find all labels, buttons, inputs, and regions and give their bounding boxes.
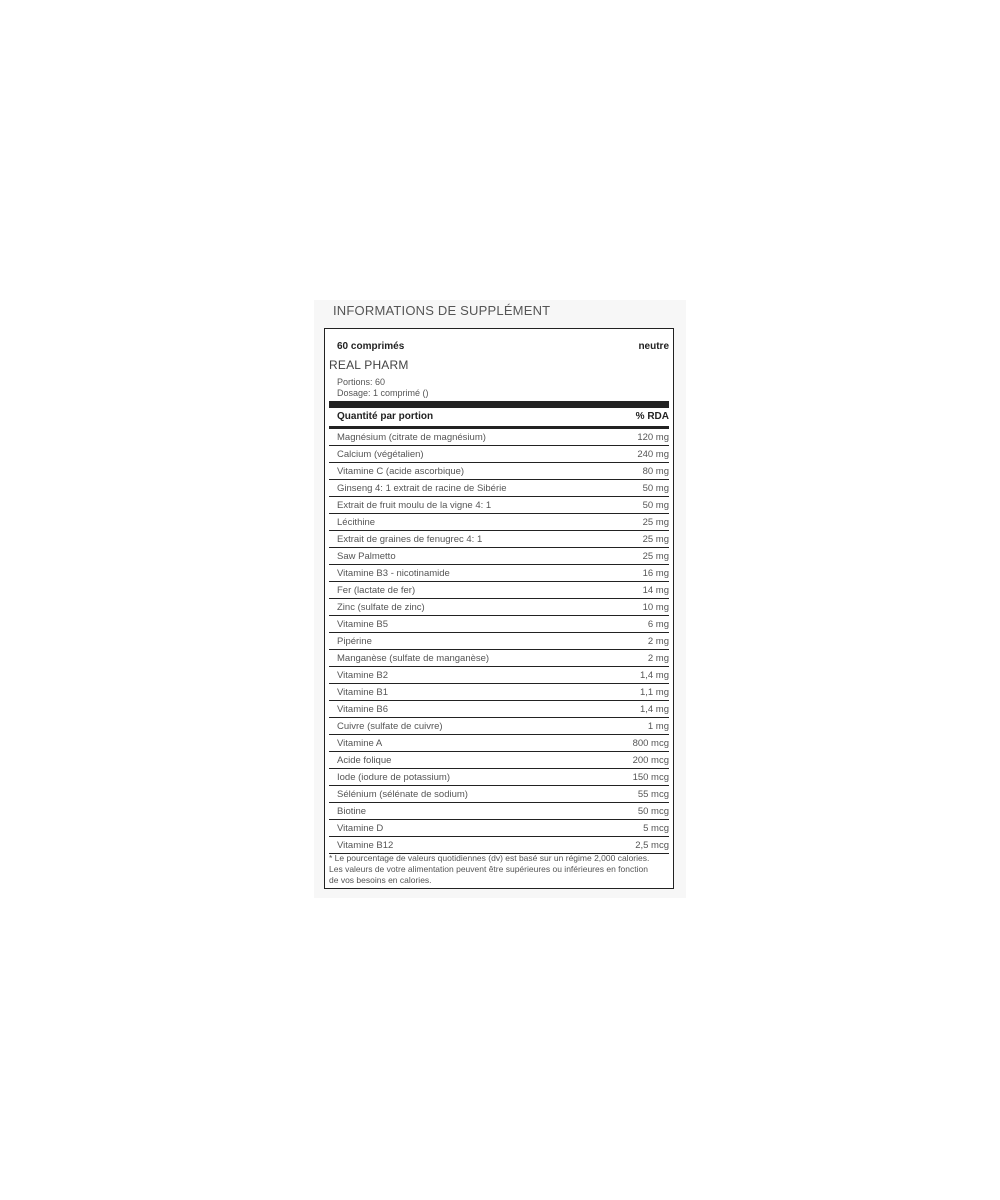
ingredient-amount: 1,1 mg xyxy=(639,686,669,698)
ingredient-name: Calcium (végétalien) xyxy=(337,448,424,460)
supplement-facts-label xyxy=(324,328,674,889)
ingredient-name: Zinc (sulfate de zinc) xyxy=(337,601,425,613)
table-row xyxy=(329,837,669,854)
table-row xyxy=(329,429,669,446)
ingredient-name: Vitamine B6 xyxy=(337,703,389,715)
table-header xyxy=(337,411,669,422)
ingredient-amount: 2,5 mcg xyxy=(635,839,669,851)
servings: Portions: 60 xyxy=(337,377,386,387)
ingredient-table xyxy=(329,429,669,854)
ingredient-name: Vitamine B1 xyxy=(337,686,389,698)
divider-bar xyxy=(329,401,669,408)
table-row xyxy=(329,633,669,650)
ingredient-name: Saw Palmetto xyxy=(337,550,396,562)
serving-info xyxy=(337,377,429,399)
ingredient-amount: 50 mg xyxy=(642,499,669,511)
ingredient-name: Sélénium (sélénate de sodium) xyxy=(337,788,468,800)
header-rda: % RDA xyxy=(635,411,669,422)
ingredient-name: Vitamine A xyxy=(337,737,383,749)
ingredient-name: Extrait de graines de fenugrec 4: 1 xyxy=(337,533,483,545)
table-row xyxy=(329,803,669,820)
ingredient-name: Vitamine D xyxy=(337,822,384,834)
ingredient-amount: 25 mg xyxy=(642,550,669,562)
table-row xyxy=(329,616,669,633)
ingredient-amount: 6 mg xyxy=(647,618,669,630)
ingredient-amount: 10 mg xyxy=(642,601,669,613)
ingredient-amount: 50 mg xyxy=(642,482,669,494)
table-row xyxy=(329,701,669,718)
ingredient-name: Cuivre (sulfate de cuivre) xyxy=(337,720,443,732)
ingredient-amount: 55 mcg xyxy=(637,788,669,800)
table-row xyxy=(329,667,669,684)
ingredient-name: Vitamine B3 - nicotinamide xyxy=(337,567,450,579)
table-row xyxy=(329,514,669,531)
ingredient-amount: 16 mg xyxy=(642,567,669,579)
ingredient-name: Manganèse (sulfate de manganèse) xyxy=(337,652,490,664)
ingredient-name: Fer (lactate de fer) xyxy=(337,584,416,596)
ingredient-name: Iode (iodure de potassium) xyxy=(337,771,451,783)
table-row xyxy=(329,769,669,786)
ingredient-amount: 1 mg xyxy=(647,720,669,732)
ingredient-amount: 150 mcg xyxy=(632,771,669,783)
product-name: 60 comprimés xyxy=(337,341,405,352)
ingredient-amount: 80 mg xyxy=(642,465,669,477)
table-row xyxy=(329,565,669,582)
table-row xyxy=(329,735,669,752)
table-row xyxy=(329,531,669,548)
table-row xyxy=(329,599,669,616)
ingredient-name: Extrait de fruit moulu de la vigne 4: 1 xyxy=(337,499,492,511)
ingredient-amount: 1,4 mg xyxy=(639,703,669,715)
ingredient-name: Biotine xyxy=(337,805,367,817)
table-row xyxy=(329,497,669,514)
footnote: * Le pourcentage de valeurs quotidiennes (dv) est basé sur un régime 2,000 calories. Les valeurs de votre alimentation peuvent être supérieures ou inférieures en fonction de vos besoins en calories. xyxy=(329,853,650,885)
ingredient-name: Vitamine B5 xyxy=(337,618,389,630)
table-row xyxy=(329,480,669,497)
flavor: neutre xyxy=(638,341,669,352)
section-title: INFORMATIONS DE SUPPLÉMENT xyxy=(333,303,551,318)
dosage: Dosage: 1 comprimé () xyxy=(337,388,429,398)
ingredient-amount: 240 mg xyxy=(637,448,669,460)
table-row xyxy=(329,718,669,735)
table-row xyxy=(329,582,669,599)
ingredient-name: Acide folique xyxy=(337,754,392,766)
table-row xyxy=(329,650,669,667)
ingredient-name: Vitamine B2 xyxy=(337,669,389,681)
ingredient-name: Magnésium (citrate de magnésium) xyxy=(337,431,486,443)
ingredient-amount: 2 mg xyxy=(647,652,669,664)
ingredient-amount: 25 mg xyxy=(642,516,669,528)
supplement-info-panel xyxy=(314,300,686,898)
product-row xyxy=(337,341,669,352)
ingredient-amount: 50 mcg xyxy=(637,805,669,817)
ingredient-name: Vitamine C (acide ascorbique) xyxy=(337,465,465,477)
ingredient-amount: 800 mcg xyxy=(632,737,669,749)
ingredient-amount: 200 mcg xyxy=(632,754,669,766)
ingredient-name: Vitamine B12 xyxy=(337,839,394,851)
ingredient-amount: 120 mg xyxy=(637,431,669,443)
table-row xyxy=(329,463,669,480)
ingredient-name: Pipérine xyxy=(337,635,372,647)
ingredient-amount: 5 mcg xyxy=(643,822,669,834)
table-row xyxy=(329,446,669,463)
brand-name: REAL PHARM xyxy=(329,358,409,372)
ingredient-amount: 1,4 mg xyxy=(639,669,669,681)
table-row xyxy=(329,752,669,769)
header-quantity: Quantité par portion xyxy=(337,411,434,422)
ingredient-amount: 25 mg xyxy=(642,533,669,545)
table-row xyxy=(329,786,669,803)
table-row xyxy=(329,820,669,837)
ingredient-name: Lécithine xyxy=(337,516,376,528)
ingredient-amount: 2 mg xyxy=(647,635,669,647)
table-row xyxy=(329,684,669,701)
ingredient-name: Ginseng 4: 1 extrait de racine de Sibérie xyxy=(337,482,507,494)
table-row xyxy=(329,548,669,565)
ingredient-amount: 14 mg xyxy=(642,584,669,596)
